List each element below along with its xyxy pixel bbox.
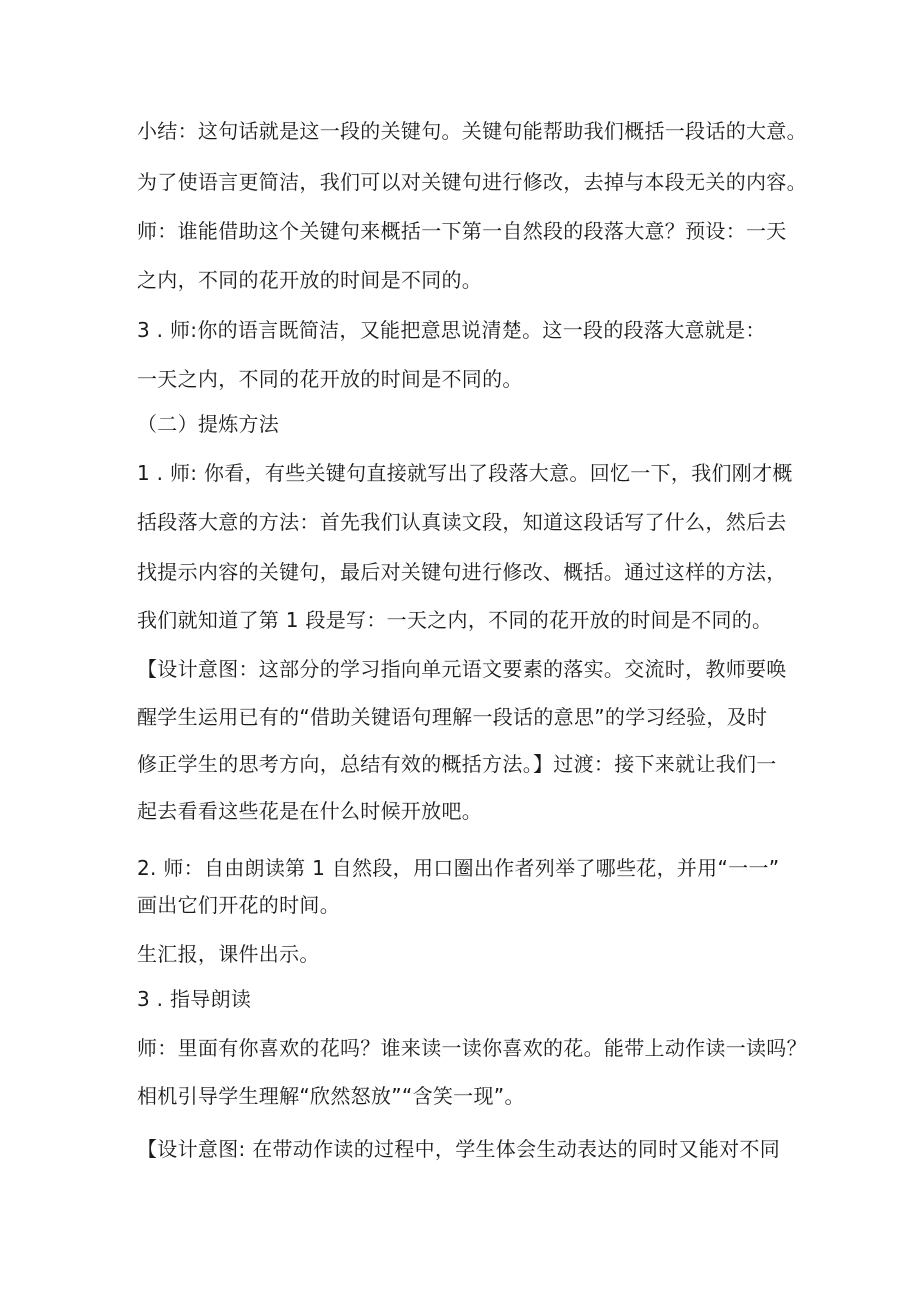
text-line: 醒学生运用已有的“借助关键语句理解一段话的意思”的学习经验，及时	[137, 705, 768, 729]
text-line: 括段落大意的方法：首先我们认真读文段，知道这段话写了什么，然后去	[137, 510, 787, 534]
text-line: 找提示内容的关键句，最后对关键句进行修改、概括。通过这样的方法，	[137, 560, 787, 584]
text-line: 2. 师：自由朗读第 1 自然段，用口圈出作者列举了哪些花，并用“一一”	[137, 856, 780, 880]
text-line: 我们就知道了第 1 段是写：一天之内，不同的花开放的时间是不同的。	[137, 608, 773, 632]
text-line: 3 . 师:你的语言既简洁，又能把意思说清楚。这一段的段落大意就是：	[137, 318, 766, 342]
section-heading: （二）提炼方法	[137, 412, 280, 436]
text-line: 3 . 指导朗读	[137, 987, 252, 1011]
text-line: 画出它们开花的时间。	[137, 893, 340, 917]
text-line: 小结：这句话就是这一段的关键句。关键句能帮助我们概括一段话的大意。	[137, 119, 807, 143]
text-line: 之内，不同的花开放的时间是不同的。	[137, 268, 483, 292]
text-line: 【设计意图：这部分的学习指向单元语文要素的落实。交流时，教师要唤	[137, 657, 787, 681]
text-line: 师：谁能借助这个关键句来概括一下第一自然段的段落大意？预设：一天	[137, 219, 787, 243]
text-line: 【设计意图: 在带动作读的过程中，学生体会生动表达的同时又能对不同	[137, 1137, 780, 1161]
text-line: 1 . 师: 你看，有些关键句直接就写出了段落大意。回忆一下，我们刚才概	[137, 461, 793, 485]
text-line: 起去看看这些花是在什么时候开放吧。	[137, 799, 483, 823]
text-line: 生汇报，课件出示。	[137, 942, 320, 966]
text-line: 相机引导学生理解“欣然怒放”“含笑一现”。	[137, 1084, 525, 1108]
text-line: 修正学生的思考方向，总结有效的概括方法。】过渡：接下来就让我们一	[137, 752, 777, 776]
text-line: 为了使语言更简洁，我们可以对关键句进行修改，去掉与本段无关的内容。	[137, 170, 807, 194]
text-line: 一天之内，不同的花开放的时间是不同的。	[137, 367, 523, 391]
text-line: 师：里面有你喜欢的花吗？谁来读一读你喜欢的花。能带上动作读一读吗？	[137, 1036, 807, 1060]
